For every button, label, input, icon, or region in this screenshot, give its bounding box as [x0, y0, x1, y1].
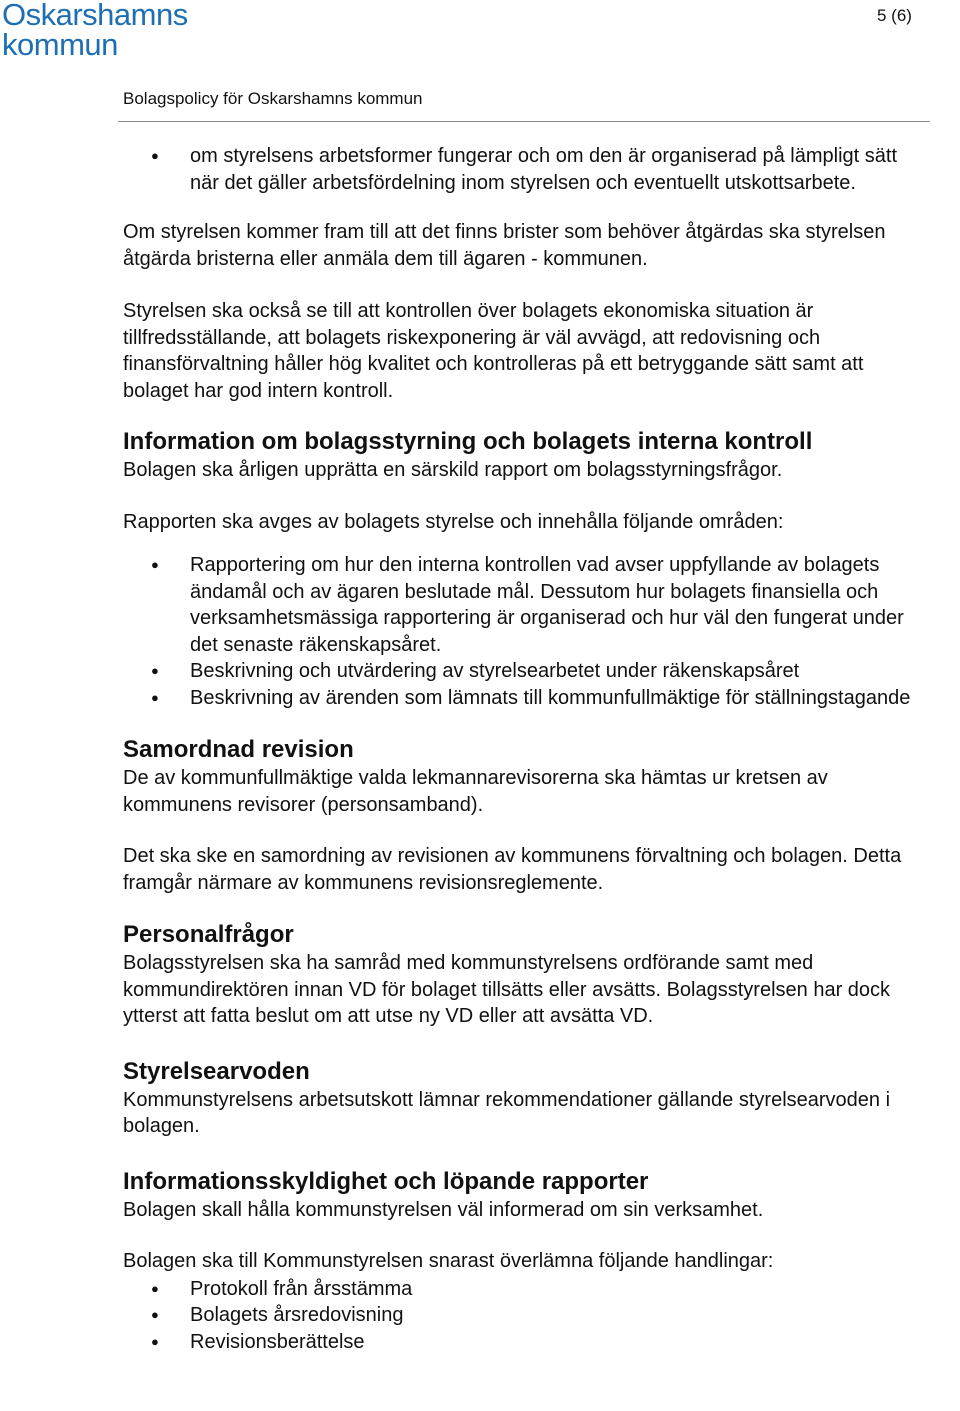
paragraph: Bolagen ska till Kommunstyrelsen snarast överlämna följande handlingar: [123, 1250, 774, 1272]
paragraph: De av kommunfullmäktige valda lekmannarevisorerna ska hämtas ur kretsen av kommunens revisorer (personsamband). [123, 767, 828, 816]
bullet-list-handlingar [123, 1276, 923, 1356]
paragraph: Bolagen ska årligen upprätta en särskild rapport om bolagsstyrningsfrågor. [123, 459, 783, 481]
list-item: ● Revisionsberättelse [123, 1329, 923, 1356]
paragraph: Bolagen skall hålla kommunstyrelsen väl informerad om sin verksamhet. [123, 1198, 764, 1221]
list-item: ● Protokoll från årsstämma [123, 1276, 923, 1303]
list-item: ● Rapportering om hur den interna kontrollen vad avser uppfyllande av bolagets ändamål och av ägaren beslutade mål. Dessutom hur bolagets finansiella och verksamhetsmässiga rapportering är organiserad och hur väl den fungerat under det senaste räkenskapsåret. [123, 552, 923, 658]
list-item: ● Beskrivning och utvärdering av styrelsearbetet under räkenskapsåret [123, 658, 923, 685]
section-heading-personal: Personalfrågor [123, 921, 294, 948]
section-heading-revision: Samordnad revision [123, 736, 354, 763]
list-item: ● Beskrivning av ärenden som lämnats till kommunfullmäktige för ställningstagande [123, 685, 923, 712]
section-heading-rapporter: Informationsskyldighet och löpande rapporter [123, 1167, 649, 1195]
section-heading-information: Information om bolagsstyrning och bolagets interna kontroll [123, 428, 813, 455]
list-item: ● Bolagets årsredovisning [123, 1302, 923, 1329]
paragraph: Bolagsstyrelsen ska ha samråd med kommunstyrelsens ordförande samt med kommundirektören innan VD för bolaget tillsätts eller avsätts. Bolagsstyrelsen har dock ytterst att fatta beslut om att utse ny VD eller att avsätta VD. [123, 952, 891, 1027]
page-number: 5 (6) [877, 6, 912, 25]
document-title: Bolagspolicy för Oskarshamns kommun [123, 89, 423, 108]
header-divider [118, 121, 930, 122]
paragraph: Rapporten ska avges av bolagets styrelse och innehålla följande områden: [123, 510, 784, 533]
bullet-list-rapport [123, 552, 923, 711]
municipality-logo [2, 0, 188, 60]
bullet-list-top [123, 143, 923, 196]
list-item: ● om styrelsens arbetsformer fungerar och om den är organiserad på lämpligt sätt när det gäller arbetsfördelning inom styrelsen och eventuellt utskottsarbete. [123, 143, 923, 196]
paragraph: Kommunstyrelsens arbetsutskott lämnar rekommendationer gällande styrelsearvoden i bolagen. [123, 1088, 891, 1137]
paragraph: Det ska ske en samordning av revisionen av kommunens förvaltning och bolagen. Detta framgår närmare av kommunens revisionsreglemente. [123, 845, 902, 894]
section-heading-arvoden: Styrelsearvoden [123, 1057, 310, 1085]
paragraph-brister: Om styrelsen kommer fram till att det finns brister som behöver åtgärdas ska styrelsen åtgärda bristerna eller anmäla dem till ägaren - kommunen. [123, 221, 886, 270]
paragraph-kontroll: Styrelsen ska också se till att kontrollen över bolagets ekonomiska situation är tillfredsställande, att bolagets riskexponering är väl avvägd, att redovisning och finansförvaltning håller hög kvalitet och kontrolleras på ett betryggande sätt samt att bolaget har god intern kontroll. [123, 300, 864, 402]
logo-line-1: Oskarshamns [2, 0, 188, 32]
logo-line-2: kommun [2, 27, 118, 62]
document-body [123, 143, 923, 1355]
